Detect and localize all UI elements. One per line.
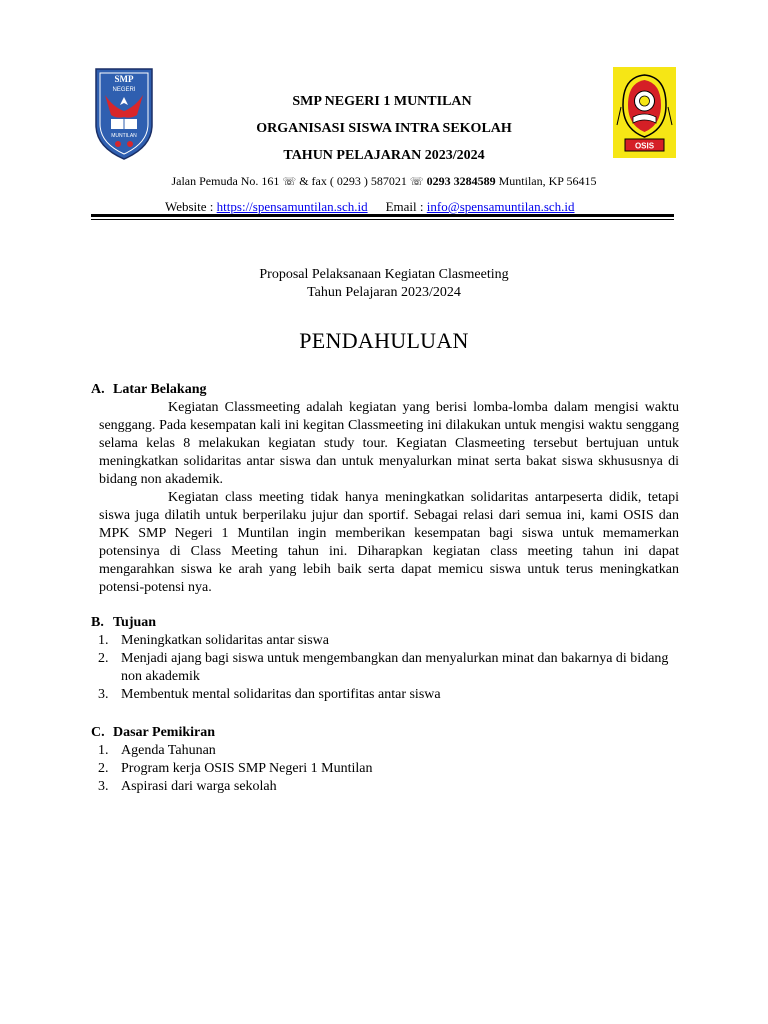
email-label: Email : — [385, 199, 427, 214]
list-item: 1. Agenda Tahunan — [98, 743, 216, 758]
letterhead-divider-thin — [91, 219, 674, 220]
address-line — [0, 174, 768, 189]
svg-text:MUNTILAN: MUNTILAN — [111, 133, 137, 139]
phone-number: 0293 3284589 — [426, 174, 496, 188]
section-latar-belakang — [91, 381, 679, 597]
proposal-title-line2: Tahun Pelajaran 2023/2024 — [307, 285, 461, 300]
list-item: 3. Aspirasi dari warga sekolah — [98, 779, 277, 794]
website-label: Website : — [165, 199, 217, 214]
chapter-heading: PENDAHULUAN — [299, 328, 469, 353]
email-link[interactable]: info@spensamuntilan.sch.id — [426, 199, 575, 214]
street-address: Jalan Pemuda No. 161 — [171, 174, 283, 188]
dasar-pemikiran-list — [91, 742, 679, 796]
contact-line — [165, 199, 575, 215]
paragraph: Kegiatan class meeting tidak hanya meningkatkan solidaritas antarpeserta didik, tetapi siswa juga dilatih untuk berperilaku jujur dan sportif. Sebagai relasi dari semua ini, kami OSIS dan MPK SMP Negeri 1 Muntilan ingin memberikan kesempatan bagi siswa untuk memamerkan potensinya di Class Meeting tahun ini. Diharapkan kegiatan class meeting tahun ini dapat mengarahkan siswa ke arah yang lebih baik serta dapat memicu siswa untuk terus meningkatkan potensi-potensi nya. — [99, 490, 679, 595]
svg-text:OSIS: OSIS — [634, 141, 655, 151]
svg-text:SMP: SMP — [114, 74, 134, 84]
phone-icon: ☏ — [409, 175, 424, 188]
proposal-title — [0, 266, 768, 302]
proposal-title-line1: Proposal Pelaksanaan Kegiatan Clasmeeting — [259, 267, 509, 282]
osis-logo — [613, 67, 676, 158]
list-item: 2. Menjadi ajang bagi siswa untuk mengembangkan dan menyalurkan minat dan bakarnya di bidang non akademik — [98, 651, 669, 684]
fax-number: & fax ( 0293 ) 587021 — [296, 174, 410, 188]
section-title: B. Tujuan — [91, 615, 157, 630]
list-item: 1. Meningkatkan solidaritas antar siswa — [98, 633, 330, 648]
svg-text:NEGERI: NEGERI — [112, 87, 136, 93]
tujuan-list — [91, 632, 679, 704]
paragraph: Kegiatan Classmeeting adalah kegiatan yang berisi lomba-lomba dalam mengisi waktu senggang. Pada kesempatan kali ini kegitan Classmeeting ini dilakukan untuk mengisi waktu senggang selama kelas 8 melakukan kegiatan study tour. Kegiatan Clasmeeting tersebut bertujuan untuk meningkatkan solidaritas antar siswa dan untuk menyalurkan minat serta bakat siswa skhususnya di bidang non akademik. — [99, 400, 679, 487]
smp-logo — [93, 67, 155, 161]
section-title: A. Latar Belakang — [91, 382, 207, 397]
school-name: SMP NEGERI 1 MUNTILAN — [292, 94, 472, 109]
city-postcode: Muntilan, KP 56415 — [495, 174, 597, 188]
list-item: 2. Program kerja OSIS SMP Negeri 1 Muntilan — [98, 761, 373, 776]
phone-icon: ☏ — [282, 175, 297, 188]
section-dasar-pemikiran — [91, 724, 679, 796]
organization-name: ORGANISASI SISWA INTRA SEKOLAH — [256, 121, 512, 136]
section-tujuan — [91, 614, 679, 704]
academic-year: TAHUN PELAJARAN 2023/2024 — [283, 148, 485, 163]
section-title: C. Dasar Pemikiran — [91, 725, 216, 740]
list-item: 3. Membentuk mental solidaritas dan sportifitas antar siswa — [98, 687, 441, 702]
letterhead-divider — [91, 214, 674, 217]
website-link[interactable]: https://spensamuntilan.sch.id — [216, 199, 368, 214]
